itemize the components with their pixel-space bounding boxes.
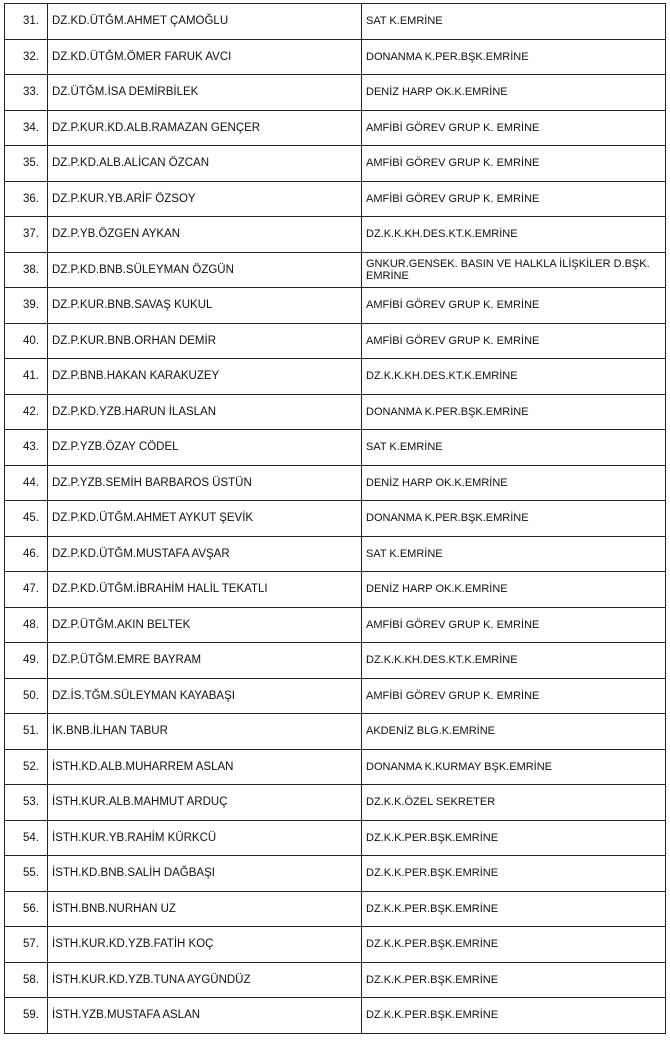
assignment-cell: AMFİBİ GÖREV GRUP K. EMRİNE <box>362 607 666 643</box>
personnel-name-cell: DZ.P.YZB.SEMİH BARBAROS ÜSTÜN <box>48 465 362 501</box>
table-row <box>5 856 666 892</box>
personnel-name-cell: DZ.P.KUR.BNB.SAVAŞ KUKUL <box>48 288 362 324</box>
assignment-cell: DONANMA K.PER.BŞK.EMRİNE <box>362 39 666 75</box>
assignment-cell: DZ.K.K.ÖZEL SEKRETER <box>362 785 666 821</box>
personnel-name-cell: İSTH.BNB.NURHAN UZ <box>48 891 362 927</box>
assignment-cell: AMFİBİ GÖREV GRUP K. EMRİNE <box>362 146 666 182</box>
table-row <box>5 785 666 821</box>
table-row <box>5 465 666 501</box>
row-number-cell: 39. <box>5 288 48 324</box>
table-row <box>5 962 666 998</box>
personnel-name-cell: DZ.P.KUR.YB.ARİF ÖZSOY <box>48 181 362 217</box>
row-number-cell: 35. <box>5 146 48 182</box>
assignment-cell: GNKUR.GENSEK. BASIN VE HALKLA İLİŞKİLER D.BŞK. EMRİNE <box>362 252 666 288</box>
personnel-name-cell: DZ.P.KD.ÜTĞM.AHMET AYKUT ŞEVİK <box>48 501 362 537</box>
assignment-cell: DONANMA K.KURMAY BŞK.EMRİNE <box>362 749 666 785</box>
table-row <box>5 891 666 927</box>
row-number-cell: 44. <box>5 465 48 501</box>
personnel-name-cell: DZ.P.ÜTĞM.EMRE BAYRAM <box>48 643 362 679</box>
assignment-cell: DZ.K.K.KH.DES.KT.K.EMRİNE <box>362 359 666 395</box>
table-row <box>5 820 666 856</box>
table-row <box>5 714 666 750</box>
table-body <box>5 4 666 1034</box>
assignment-cell: DZ.K.K.PER.BŞK.EMRİNE <box>362 962 666 998</box>
table-row <box>5 607 666 643</box>
table-row <box>5 110 666 146</box>
table-row <box>5 4 666 40</box>
personnel-name-cell: DZ.P.KD.ALB.ALİCAN ÖZCAN <box>48 146 362 182</box>
assignment-cell: SAT K.EMRİNE <box>362 4 666 40</box>
assignment-cell: DONANMA K.PER.BŞK.EMRİNE <box>362 501 666 537</box>
row-number-cell: 57. <box>5 927 48 963</box>
personnel-name-cell: DZ.İS.TĞM.SÜLEYMAN KAYABAŞI <box>48 678 362 714</box>
roster-document <box>4 3 666 1034</box>
assignment-cell: DZ.K.K.KH.DES.KT.K.EMRİNE <box>362 643 666 679</box>
table-row <box>5 323 666 359</box>
table-row <box>5 430 666 466</box>
assignment-cell: AMFİBİ GÖREV GRUP K. EMRİNE <box>362 323 666 359</box>
row-number-cell: 48. <box>5 607 48 643</box>
assignment-cell: AKDENİZ BLG.K.EMRİNE <box>362 714 666 750</box>
row-number-cell: 45. <box>5 501 48 537</box>
row-number-cell: 51. <box>5 714 48 750</box>
personnel-name-cell: İSTH.KD.BNB.SALİH DAĞBAŞI <box>48 856 362 892</box>
personnel-name-cell: DZ.P.KD.YZB.HARUN İLASLAN <box>48 394 362 430</box>
row-number-cell: 50. <box>5 678 48 714</box>
table-row <box>5 146 666 182</box>
row-number-cell: 59. <box>5 998 48 1034</box>
personnel-name-cell: DZ.ÜTĞM.İSA DEMİRBİLEK <box>48 75 362 111</box>
table-row <box>5 678 666 714</box>
assignment-cell: DZ.K.K.PER.BŞK.EMRİNE <box>362 820 666 856</box>
table-row <box>5 998 666 1034</box>
row-number-cell: 34. <box>5 110 48 146</box>
row-number-cell: 40. <box>5 323 48 359</box>
personnel-name-cell: İSTH.KUR.ALB.MAHMUT ARDUÇ <box>48 785 362 821</box>
assignment-cell: AMFİBİ GÖREV GRUP K. EMRİNE <box>362 678 666 714</box>
assignment-cell: DZ.K.K.KH.DES.KT.K.EMRİNE <box>362 217 666 253</box>
row-number-cell: 56. <box>5 891 48 927</box>
personnel-name-cell: İSTH.KUR.KD.YZB.TUNA AYGÜNDÜZ <box>48 962 362 998</box>
personnel-name-cell: DZ.P.KD.ÜTĞM.MUSTAFA AVŞAR <box>48 536 362 572</box>
table-row <box>5 536 666 572</box>
personnel-name-cell: DZ.P.YB.ÖZGEN AYKAN <box>48 217 362 253</box>
row-number-cell: 52. <box>5 749 48 785</box>
row-number-cell: 54. <box>5 820 48 856</box>
personnel-name-cell: İSTH.KUR.YB.RAHİM KÜRKCÜ <box>48 820 362 856</box>
row-number-cell: 33. <box>5 75 48 111</box>
table-row <box>5 39 666 75</box>
assignment-cell: DENİZ HARP OK.K.EMRİNE <box>362 465 666 501</box>
row-number-cell: 41. <box>5 359 48 395</box>
row-number-cell: 43. <box>5 430 48 466</box>
assignment-cell: AMFİBİ GÖREV GRUP K. EMRİNE <box>362 181 666 217</box>
assignment-cell: SAT K.EMRİNE <box>362 430 666 466</box>
table-row <box>5 643 666 679</box>
assignment-cell: SAT K.EMRİNE <box>362 536 666 572</box>
table-row <box>5 181 666 217</box>
row-number-cell: 37. <box>5 217 48 253</box>
table-row <box>5 252 666 288</box>
row-number-cell: 31. <box>5 4 48 40</box>
assignment-cell: AMFİBİ GÖREV GRUP K. EMRİNE <box>362 110 666 146</box>
table-row <box>5 394 666 430</box>
table-row <box>5 749 666 785</box>
row-number-cell: 49. <box>5 643 48 679</box>
assignment-cell: DONANMA K.PER.BŞK.EMRİNE <box>362 394 666 430</box>
personnel-name-cell: İSTH.KUR.KD.YZB.FATİH KOÇ <box>48 927 362 963</box>
table-row <box>5 75 666 111</box>
row-number-cell: 32. <box>5 39 48 75</box>
row-number-cell: 36. <box>5 181 48 217</box>
table-row <box>5 572 666 608</box>
personnel-name-cell: DZ.P.KD.BNB.SÜLEYMAN ÖZGÜN <box>48 252 362 288</box>
assignment-cell: DZ.K.K.PER.BŞK.EMRİNE <box>362 856 666 892</box>
table-row <box>5 217 666 253</box>
personnel-name-cell: İSTH.KD.ALB.MUHARREM ASLAN <box>48 749 362 785</box>
assignment-cell: DZ.K.K.PER.BŞK.EMRİNE <box>362 891 666 927</box>
row-number-cell: 46. <box>5 536 48 572</box>
table-row <box>5 501 666 537</box>
row-number-cell: 58. <box>5 962 48 998</box>
row-number-cell: 53. <box>5 785 48 821</box>
row-number-cell: 55. <box>5 856 48 892</box>
table-row <box>5 927 666 963</box>
personnel-name-cell: İSTH.YZB.MUSTAFA ASLAN <box>48 998 362 1034</box>
assignment-cell: AMFİBİ GÖREV GRUP K. EMRİNE <box>362 288 666 324</box>
personnel-name-cell: DZ.P.BNB.HAKAN KARAKUZEY <box>48 359 362 395</box>
personnel-name-cell: DZ.P.KD.ÜTĞM.İBRAHİM HALİL TEKATLI <box>48 572 362 608</box>
assignment-cell: DENİZ HARP OK.K.EMRİNE <box>362 572 666 608</box>
row-number-cell: 47. <box>5 572 48 608</box>
personnel-assignment-table <box>4 3 666 1034</box>
personnel-name-cell: DZ.P.KUR.KD.ALB.RAMAZAN GENÇER <box>48 110 362 146</box>
personnel-name-cell: DZ.P.KUR.BNB.ORHAN DEMİR <box>48 323 362 359</box>
personnel-name-cell: DZ.P.ÜTĞM.AKIN BELTEK <box>48 607 362 643</box>
row-number-cell: 42. <box>5 394 48 430</box>
table-row <box>5 288 666 324</box>
personnel-name-cell: DZ.KD.ÜTĞM.ÖMER FARUK AVCI <box>48 39 362 75</box>
assignment-cell: DENİZ HARP OK.K.EMRİNE <box>362 75 666 111</box>
assignment-cell: DZ.K.K.PER.BŞK.EMRİNE <box>362 998 666 1034</box>
personnel-name-cell: İK.BNB.İLHAN TABUR <box>48 714 362 750</box>
personnel-name-cell: DZ.KD.ÜTĞM.AHMET ÇAMOĞLU <box>48 4 362 40</box>
row-number-cell: 38. <box>5 252 48 288</box>
assignment-cell: DZ.K.K.PER.BŞK.EMRİNE <box>362 927 666 963</box>
personnel-name-cell: DZ.P.YZB.ÖZAY CÖDEL <box>48 430 362 466</box>
table-row <box>5 359 666 395</box>
